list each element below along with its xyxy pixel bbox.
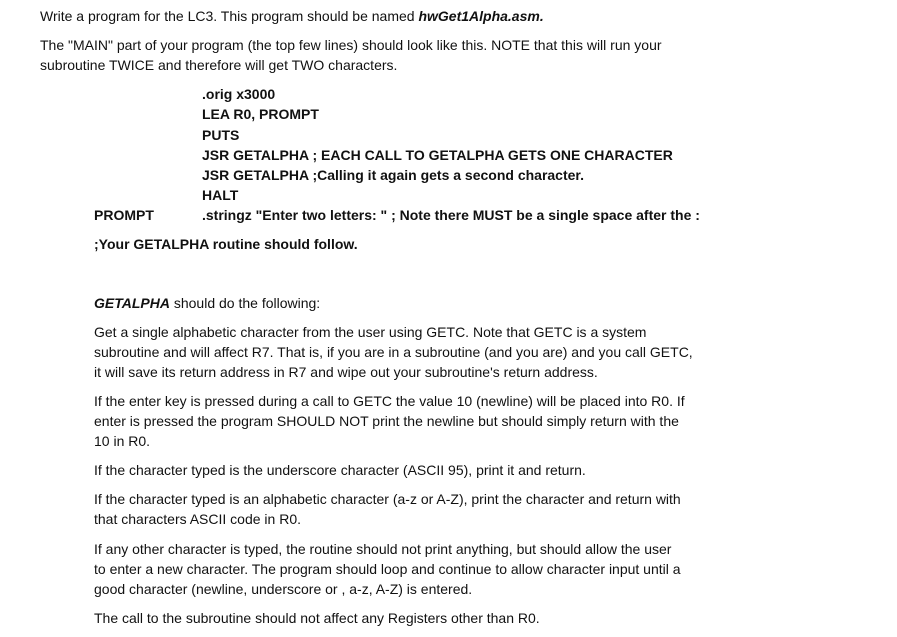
prompt-stringz-line: .stringz "Enter two letters: " ; Note there MUST be a single space after the :	[202, 207, 700, 223]
code-line: JSR GETALPHA ;Calling it again gets a second character.	[202, 167, 584, 183]
prompt-label: PROMPT	[94, 207, 154, 223]
paragraph-line: to enter a new character. The program should loop and continue to allow character input until a	[94, 561, 681, 577]
paragraph-line: that characters ASCII code in R0.	[94, 511, 301, 527]
main-description-line-1: The "MAIN" part of your program (the top few lines) should look like this. NOTE that this will run your	[40, 37, 662, 53]
code-line: JSR GETALPHA ; EACH CALL TO GETALPHA GETS ONE CHARACTER	[202, 147, 673, 163]
code-line: .orig x3000	[202, 86, 276, 102]
getalpha-name: GETALPHA	[94, 295, 170, 311]
code-line: HALT	[202, 187, 239, 203]
paragraph-line: good character (newline, underscore or , a-z, A-Z) is entered.	[94, 581, 473, 597]
paragraph-line: enter is pressed the program SHOULD NOT print the newline but should simply return with the	[94, 413, 679, 429]
getalpha-heading-rest: should do the following:	[169, 295, 321, 311]
paragraph-line: Get a single alphabetic character from the user using GETC. Note that GETC is a system	[94, 324, 647, 340]
main-description-line-2: subroutine TWICE and therefore will get TWO characters.	[40, 57, 398, 73]
routine-follow-line: ;Your GETALPHA routine should follow.	[94, 236, 358, 252]
paragraph-line: If any other character is typed, the routine should not print anything, but should allow the user	[94, 541, 672, 557]
intro-text: Write a program for the LC3. This program should be named	[40, 8, 419, 24]
code-line: LEA R0, PROMPT	[202, 106, 319, 122]
program-filename: hwGet1Alpha.asm.	[418, 8, 544, 24]
paragraph-line: If the character typed is the underscore character (ASCII 95), print it and return.	[94, 462, 586, 478]
code-line: PUTS	[202, 127, 240, 143]
getalpha-heading	[94, 293, 320, 313]
paragraph-line: subroutine and will affect R7. That is, if you are in a subroutine (and you are) and you call GETC,	[94, 344, 693, 360]
paragraph-line: it will save its return address in R7 and wipe out your subroutine's return address.	[94, 364, 598, 380]
paragraph-line: If the enter key is pressed during a call to GETC the value 10 (newline) will be placed into R0. If	[94, 393, 685, 409]
paragraph-line: If the character typed is an alphabetic character (a-z or A-Z), print the character and return with	[94, 491, 681, 507]
paragraph-line: 10 in R0.	[94, 433, 151, 449]
intro-line	[40, 6, 544, 26]
paragraph-line: The call to the subroutine should not affect any Registers other than R0.	[94, 610, 540, 626]
